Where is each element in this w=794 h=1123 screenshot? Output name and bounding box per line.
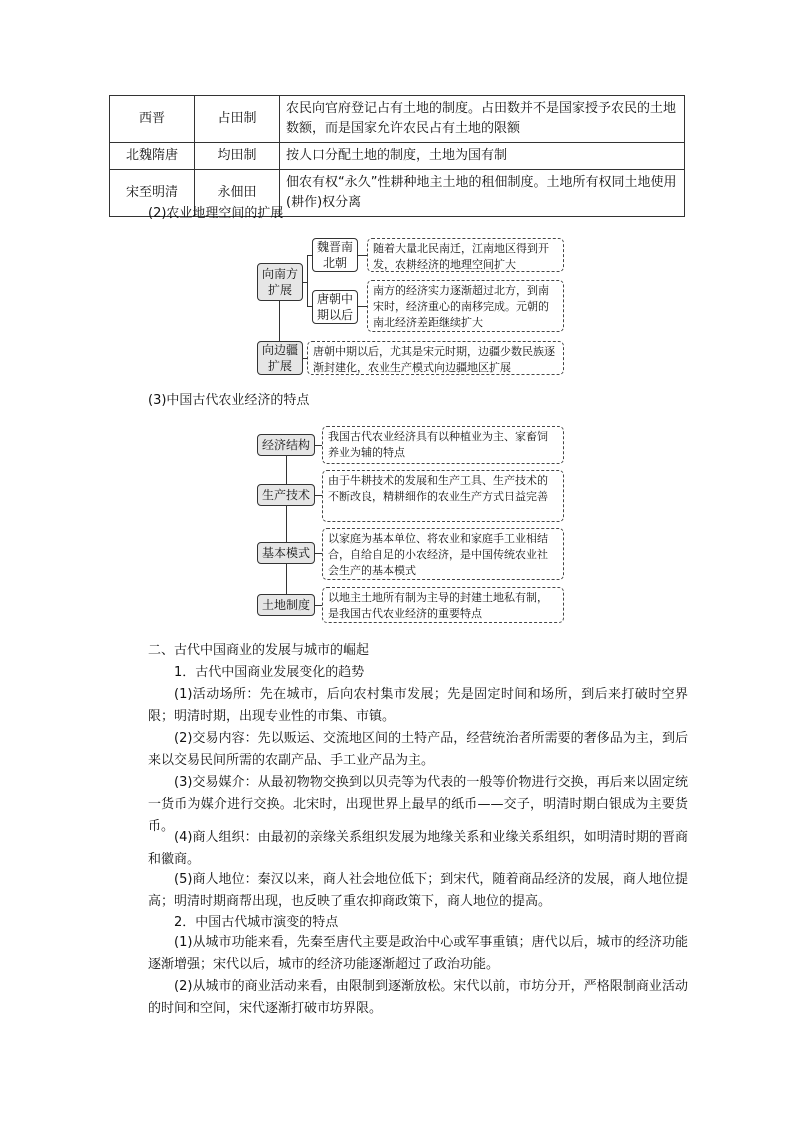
connector-line (286, 445, 287, 605)
paragraph: (1)从城市功能来看，先秦至唐代主要是政治中心或军事重镇；唐代以后，城市的经济功能逐渐增强；宋代以后，城市的经济功能逐渐超过了政治功能。 (148, 935, 688, 972)
basic-mode-desc: 以家庭为基本单位、将农业和家庭手工业相结合，自给自足的小农经济，是中国传统农业社会生产的基本模式 (322, 528, 564, 580)
paragraph: (1)活动场所：先在城市，后向农村集市发展；先是固定时间和场所，到后来打破时空界限；明清时期，出现专业性的市集、市镇。 (148, 687, 688, 724)
table-cell-system: 永佃田 (195, 170, 280, 217)
weijin-desc: 随着大量北民南迁，江南地区得到开发，农耕经济的地理空间扩大 (367, 238, 564, 272)
paragraph: (2)交易内容：先以贩运、交流地区间的土特产品，经营统治者所需要的奢侈品为主，到后来以交易民间所需的农副产品、手工业产品为主。 (148, 731, 688, 768)
economic-structure-node: 经济结构 (257, 434, 315, 456)
table-cell-system: 均田制 (195, 143, 280, 170)
land-system-table (109, 95, 685, 217)
paragraph: (3)交易媒介：从最初物物交换到以贝壳等为代表的一般等价物进行交换，再后来以固定统一货币为媒介进行交换。北宋时，出现世界上最早的纸币——交子，明清时期白银成为主要货币。 (148, 775, 688, 834)
table-row (110, 96, 685, 143)
connector-line (315, 495, 322, 496)
basic-mode-node: 基本模式 (257, 542, 315, 564)
connector-line (307, 306, 312, 307)
table-cell-period: 北魏隋唐 (110, 143, 195, 170)
connector-line (303, 358, 307, 359)
land-system-node: 土地制度 (257, 594, 315, 616)
table-cell-desc: 农民向官府登记占有土地的制度。占田数并不是国家授予农民的土地数额，而是国家允许农民占有土地的限额 (280, 96, 685, 143)
section-2-heading: (2)农业地理空间的扩展 (148, 206, 284, 221)
subsection-2-title: 2．中国古代城市演变的特点 (174, 915, 339, 930)
connector-line (279, 301, 280, 341)
table-cell-desc: 按人口分配土地的制度，土地为国有制 (280, 143, 685, 170)
connector-line (307, 255, 312, 256)
weijin-node: 魏晋南北朝 (312, 238, 358, 272)
tang-node: 唐朝中期以后 (312, 290, 358, 324)
connector-line (315, 445, 322, 446)
connector-line (315, 553, 322, 554)
connector-line (307, 255, 308, 307)
section-3-heading: (3)中国古代农业经济的特点 (148, 393, 310, 408)
table-cell-period: 西晋 (110, 96, 195, 143)
economic-structure-desc: 我国古代农业经济具有以种植业为主、家畜饲养业为辅的特点 (322, 426, 564, 464)
production-tech-node: 生产技术 (257, 484, 315, 506)
land-system-desc: 以地主土地所有制为主导的封建土地私有制，是我国古代农业经济的重要特点 (322, 587, 564, 623)
border-expansion-node: 向边疆扩展 (257, 341, 303, 375)
table-cell-system: 占田制 (195, 96, 280, 143)
paragraph: (4)商人组织：由最初的亲缘关系组织发展为地缘关系和业缘关系组织，如明清时期的晋商和徽商。 (148, 830, 688, 867)
subsection-1-title: 1．古代中国商业发展变化的趋势 (174, 665, 365, 680)
production-tech-desc: 由于牛耕技术的发展和生产工具、生产技术的不断改良，精耕细作的农业生产方式日益完善 (322, 470, 564, 522)
table-cell-period: 宋至明清 (110, 170, 195, 217)
paragraph: (5)商人地位：秦汉以来，商人社会地位低下；到宋代，随着商品经济的发展，商人地位提高；明清时期商帮出现，也反映了重农抑商政策下，商人地位的提高。 (148, 872, 688, 909)
connector-line (358, 255, 367, 256)
tang-desc: 南方的经济实力逐渐超过北方，到南宋时，经济重心的南移完成。元朝的南北经济差距继续扩大 (367, 280, 564, 332)
border-desc: 唐朝中期以后，尤其是宋元时期，边疆少数民族逐渐封建化，农业生产模式向边疆地区扩展 (307, 341, 564, 375)
table-cell-desc: 佃农有权“永久”性耕种地主土地的租佃制度。土地所有权同土地使用(耕作)权分离 (280, 170, 685, 217)
part-2-title: 二、古代中国商业的发展与城市的崛起 (148, 643, 370, 658)
south-expansion-node: 向南方扩展 (257, 263, 303, 301)
paragraph: (2)从城市的商业活动来看，由限制到逐渐放松。宋代以前，市坊分开，严格限制商业活动的时间和空间，宋代逐渐打破市坊界限。 (148, 979, 688, 1016)
connector-line (315, 605, 322, 606)
connector-line (358, 306, 367, 307)
table-row (110, 143, 685, 170)
